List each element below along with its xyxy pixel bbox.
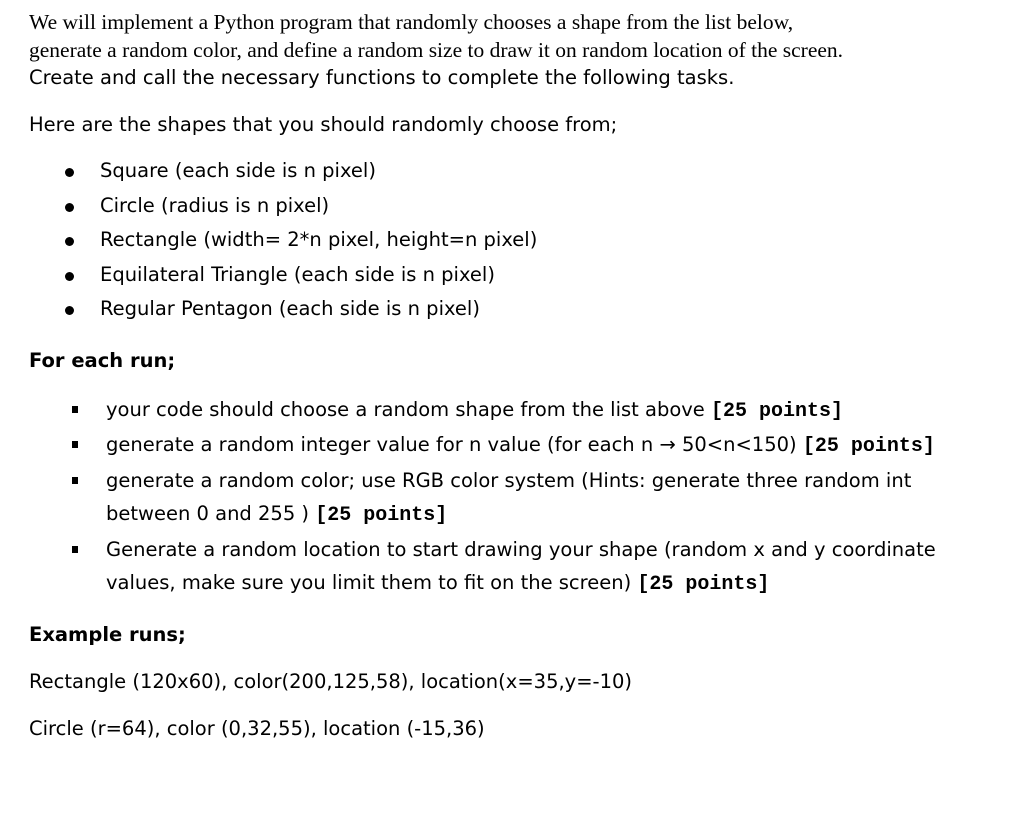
list-item — [29, 533, 946, 602]
task-points: [25 points] — [315, 504, 448, 527]
list-item — [29, 295, 1019, 330]
list-item — [29, 226, 1019, 261]
shapes-list — [29, 157, 1019, 330]
example-run-1: Rectangle (120x60), color(200,125,58), location(x=35,y=-10) — [29, 669, 633, 693]
task-points: [25 points] — [711, 399, 844, 423]
task-text: your code should choose a random shape from the list above — [106, 397, 711, 421]
task-points: [25 points] — [637, 573, 770, 596]
bullet-dot-icon — [65, 203, 74, 212]
task-text: Generate a random location to start drawing your shape (random x and y coordinate values, make sure you limit them to fit on the screen) — [106, 537, 936, 594]
bullet-dot-icon — [65, 237, 74, 246]
bullet-dot-icon — [65, 272, 74, 281]
list-item — [29, 428, 946, 464]
list-item — [29, 192, 1019, 227]
list-item — [29, 157, 1019, 192]
list-item — [29, 464, 946, 533]
shape-label: Equilateral Triangle (each side is n pixel) — [100, 262, 495, 286]
list-item — [29, 393, 946, 429]
bullet-dot-icon — [65, 306, 74, 315]
list-item — [29, 261, 1019, 296]
task-text: generate a random color; use RGB color system (Hints: generate three random int between 0 and 255 ) — [106, 468, 912, 525]
shape-label: Circle (radius is n pixel) — [100, 193, 330, 217]
example-run-2: Circle (r=64), color (0,32,55), location (-15,36) — [29, 716, 485, 740]
shape-label: Regular Pentagon (each side is n pixel) — [100, 297, 480, 320]
shapes-lead-text: Here are the shapes that you should randomly choose from; — [29, 113, 618, 136]
intro-line-1: We will implement a Python program that randomly chooses a shape from the list below, — [29, 10, 794, 34]
intro-paragraph — [29, 8, 1019, 92]
run-heading: For each run; — [29, 348, 176, 372]
assignment-document — [29, 8, 1019, 743]
bullet-square-icon — [72, 477, 78, 484]
intro-line-3: Create and call the necessary functions to complete the following tasks. — [29, 66, 735, 89]
examples-heading: Example runs; — [29, 622, 186, 646]
task-text: generate a random integer value for n value (for each n → 50<n<150) — [106, 433, 803, 456]
bullet-square-icon — [72, 441, 78, 448]
shape-label: Rectangle (width= 2*n pixel, height=n pixel) — [100, 228, 538, 251]
bullet-dot-icon — [65, 168, 74, 177]
bullet-square-icon — [72, 546, 78, 553]
bullet-square-icon — [72, 406, 78, 413]
shape-label: Square (each side is n pixel) — [100, 159, 376, 182]
tasks-list — [29, 393, 1019, 602]
task-points: [25 points] — [802, 435, 935, 458]
intro-line-2: generate a random color, and define a random size to draw it on random location of the screen. — [29, 38, 844, 62]
